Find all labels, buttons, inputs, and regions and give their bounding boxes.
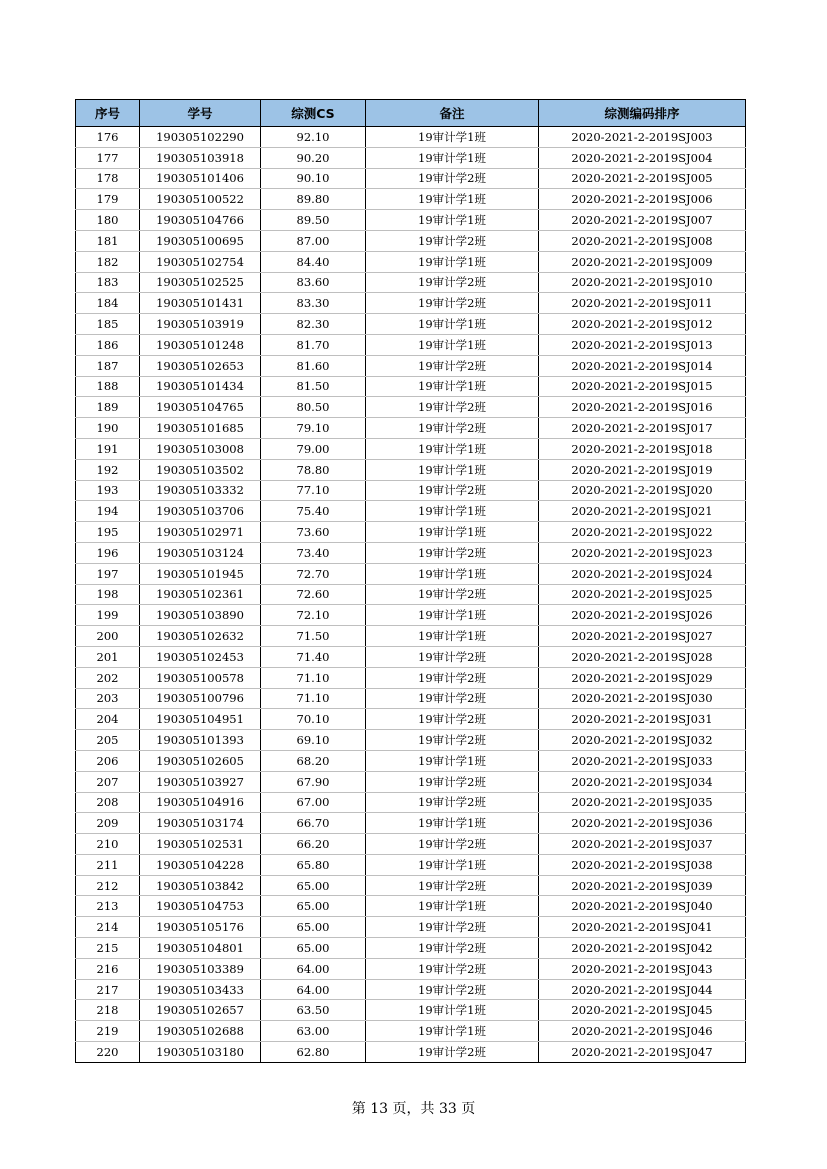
cell-ranking-code: 2020-2021-2-2019SJ009 <box>539 251 746 272</box>
cell-index: 202 <box>76 667 140 688</box>
cell-ranking-code: 2020-2021-2-2019SJ032 <box>539 730 746 751</box>
table-row <box>76 979 746 1000</box>
cell-ranking-code: 2020-2021-2-2019SJ016 <box>539 397 746 418</box>
cell-index: 198 <box>76 584 140 605</box>
cell-student-id: 190305101406 <box>140 168 261 189</box>
cell-remark: 19审计学1班 <box>366 147 539 168</box>
cell-remark: 19审计学2班 <box>366 293 539 314</box>
cell-index: 178 <box>76 168 140 189</box>
cell-remark: 19审计学2班 <box>366 834 539 855</box>
table-row <box>76 522 746 543</box>
cell-index: 180 <box>76 210 140 231</box>
cell-student-id: 190305104916 <box>140 792 261 813</box>
cell-ranking-code: 2020-2021-2-2019SJ017 <box>539 418 746 439</box>
header-index: 序号 <box>76 100 140 127</box>
cell-ranking-code: 2020-2021-2-2019SJ012 <box>539 314 746 335</box>
table-row <box>76 750 746 771</box>
table-row <box>76 626 746 647</box>
cell-index: 201 <box>76 646 140 667</box>
cell-ranking-code: 2020-2021-2-2019SJ028 <box>539 646 746 667</box>
cell-score: 89.50 <box>261 210 366 231</box>
cell-student-id: 190305102531 <box>140 834 261 855</box>
table-row <box>76 501 746 522</box>
cell-ranking-code: 2020-2021-2-2019SJ020 <box>539 480 746 501</box>
cell-index: 209 <box>76 813 140 834</box>
table-row <box>76 334 746 355</box>
table-row <box>76 314 746 335</box>
cell-remark: 19审计学2班 <box>366 917 539 938</box>
cell-remark: 19审计学1班 <box>366 334 539 355</box>
cell-student-id: 190305103332 <box>140 480 261 501</box>
cell-score: 81.60 <box>261 355 366 376</box>
cell-ranking-code: 2020-2021-2-2019SJ038 <box>539 854 746 875</box>
cell-index: 207 <box>76 771 140 792</box>
cell-student-id: 190305102653 <box>140 355 261 376</box>
cell-score: 79.10 <box>261 418 366 439</box>
cell-index: 187 <box>76 355 140 376</box>
cell-score: 79.00 <box>261 438 366 459</box>
cell-remark: 19审计学2班 <box>366 875 539 896</box>
cell-student-id: 190305103180 <box>140 1042 261 1063</box>
cell-remark: 19审计学1班 <box>366 813 539 834</box>
table-row <box>76 127 746 148</box>
table-row <box>76 834 746 855</box>
cell-remark: 19审计学2班 <box>366 397 539 418</box>
cell-ranking-code: 2020-2021-2-2019SJ045 <box>539 1000 746 1021</box>
cell-ranking-code: 2020-2021-2-2019SJ015 <box>539 376 746 397</box>
table-row <box>76 646 746 667</box>
cell-index: 211 <box>76 854 140 875</box>
cell-remark: 19审计学1班 <box>366 854 539 875</box>
cell-remark: 19审计学1班 <box>366 376 539 397</box>
cell-remark: 19审计学1班 <box>366 210 539 231</box>
cell-score: 84.40 <box>261 251 366 272</box>
cell-remark: 19审计学2班 <box>366 542 539 563</box>
cell-index: 216 <box>76 958 140 979</box>
cell-score: 71.10 <box>261 667 366 688</box>
table-row <box>76 958 746 979</box>
cell-ranking-code: 2020-2021-2-2019SJ035 <box>539 792 746 813</box>
cell-student-id: 190305103918 <box>140 147 261 168</box>
cell-ranking-code: 2020-2021-2-2019SJ007 <box>539 210 746 231</box>
cell-remark: 19审计学2班 <box>366 938 539 959</box>
cell-score: 63.00 <box>261 1021 366 1042</box>
cell-remark: 19审计学1班 <box>366 1000 539 1021</box>
cell-student-id: 190305102688 <box>140 1021 261 1042</box>
cell-score: 64.00 <box>261 958 366 979</box>
cell-index: 182 <box>76 251 140 272</box>
header-score: 综测CS <box>261 100 366 127</box>
table-row <box>76 1000 746 1021</box>
table-row <box>76 355 746 376</box>
cell-student-id: 190305104766 <box>140 210 261 231</box>
cell-index: 218 <box>76 1000 140 1021</box>
cell-index: 181 <box>76 230 140 251</box>
cell-remark: 19审计学2班 <box>366 418 539 439</box>
cell-index: 205 <box>76 730 140 751</box>
cell-student-id: 190305103433 <box>140 979 261 1000</box>
cell-index: 184 <box>76 293 140 314</box>
table-row <box>76 667 746 688</box>
cell-index: 192 <box>76 459 140 480</box>
page-footer: 第 13 页，共 33 页 <box>351 1101 476 1117</box>
table-row <box>76 1021 746 1042</box>
cell-remark: 19审计学2班 <box>366 730 539 751</box>
table-row <box>76 605 746 626</box>
table-row <box>76 813 746 834</box>
table-row <box>76 792 746 813</box>
cell-index: 220 <box>76 1042 140 1063</box>
table-row <box>76 771 746 792</box>
cell-remark: 19审计学2班 <box>366 480 539 501</box>
cell-ranking-code: 2020-2021-2-2019SJ021 <box>539 501 746 522</box>
cell-score: 72.60 <box>261 584 366 605</box>
cell-student-id: 190305100578 <box>140 667 261 688</box>
cell-student-id: 190305105176 <box>140 917 261 938</box>
cell-remark: 19审计学2班 <box>366 667 539 688</box>
cell-ranking-code: 2020-2021-2-2019SJ044 <box>539 979 746 1000</box>
cell-index: 191 <box>76 438 140 459</box>
cell-ranking-code: 2020-2021-2-2019SJ022 <box>539 522 746 543</box>
table-row <box>76 293 746 314</box>
cell-remark: 19审计学2班 <box>366 771 539 792</box>
cell-student-id: 190305103927 <box>140 771 261 792</box>
cell-ranking-code: 2020-2021-2-2019SJ031 <box>539 709 746 730</box>
cell-score: 66.70 <box>261 813 366 834</box>
table-row <box>76 418 746 439</box>
table-row <box>76 730 746 751</box>
cell-remark: 19审计学1班 <box>366 1021 539 1042</box>
cell-student-id: 190305103706 <box>140 501 261 522</box>
score-table <box>75 99 746 1063</box>
cell-score: 67.90 <box>261 771 366 792</box>
cell-score: 90.10 <box>261 168 366 189</box>
cell-index: 197 <box>76 563 140 584</box>
table-row <box>76 480 746 501</box>
table-row <box>76 1042 746 1063</box>
cell-remark: 19审计学1班 <box>366 251 539 272</box>
cell-student-id: 190305102525 <box>140 272 261 293</box>
cell-student-id: 190305103919 <box>140 314 261 335</box>
cell-ranking-code: 2020-2021-2-2019SJ033 <box>539 750 746 771</box>
cell-remark: 19审计学2班 <box>366 646 539 667</box>
cell-index: 213 <box>76 896 140 917</box>
cell-remark: 19审计学2班 <box>366 958 539 979</box>
cell-score: 72.10 <box>261 605 366 626</box>
cell-remark: 19审计学1班 <box>366 522 539 543</box>
cell-remark: 19审计学2班 <box>366 709 539 730</box>
cell-index: 195 <box>76 522 140 543</box>
cell-ranking-code: 2020-2021-2-2019SJ041 <box>539 917 746 938</box>
cell-remark: 19审计学1班 <box>366 896 539 917</box>
cell-student-id: 190305103174 <box>140 813 261 834</box>
cell-ranking-code: 2020-2021-2-2019SJ005 <box>539 168 746 189</box>
cell-remark: 19审计学1班 <box>366 626 539 647</box>
table-row <box>76 459 746 480</box>
table-row <box>76 896 746 917</box>
cell-score: 67.00 <box>261 792 366 813</box>
table-row <box>76 563 746 584</box>
cell-index: 194 <box>76 501 140 522</box>
cell-remark: 19审计学1班 <box>366 314 539 335</box>
cell-ranking-code: 2020-2021-2-2019SJ030 <box>539 688 746 709</box>
cell-index: 219 <box>76 1021 140 1042</box>
cell-remark: 19审计学2班 <box>366 230 539 251</box>
cell-ranking-code: 2020-2021-2-2019SJ046 <box>539 1021 746 1042</box>
cell-index: 189 <box>76 397 140 418</box>
cell-index: 193 <box>76 480 140 501</box>
cell-remark: 19审计学1班 <box>366 750 539 771</box>
cell-score: 63.50 <box>261 1000 366 1021</box>
cell-remark: 19审计学2班 <box>366 1042 539 1063</box>
cell-ranking-code: 2020-2021-2-2019SJ029 <box>539 667 746 688</box>
cell-student-id: 190305103008 <box>140 438 261 459</box>
cell-student-id: 190305104753 <box>140 896 261 917</box>
cell-score: 75.40 <box>261 501 366 522</box>
cell-ranking-code: 2020-2021-2-2019SJ037 <box>539 834 746 855</box>
cell-ranking-code: 2020-2021-2-2019SJ027 <box>539 626 746 647</box>
cell-remark: 19审计学1班 <box>366 459 539 480</box>
cell-score: 82.30 <box>261 314 366 335</box>
cell-score: 65.00 <box>261 938 366 959</box>
cell-score: 68.20 <box>261 750 366 771</box>
cell-remark: 19审计学2班 <box>366 168 539 189</box>
header-remark: 备注 <box>366 100 539 127</box>
cell-ranking-code: 2020-2021-2-2019SJ013 <box>539 334 746 355</box>
cell-ranking-code: 2020-2021-2-2019SJ004 <box>539 147 746 168</box>
cell-ranking-code: 2020-2021-2-2019SJ006 <box>539 189 746 210</box>
cell-student-id: 190305100522 <box>140 189 261 210</box>
cell-index: 208 <box>76 792 140 813</box>
cell-score: 87.00 <box>261 230 366 251</box>
cell-index: 204 <box>76 709 140 730</box>
table-row <box>76 542 746 563</box>
table-row <box>76 189 746 210</box>
cell-score: 70.10 <box>261 709 366 730</box>
cell-ranking-code: 2020-2021-2-2019SJ026 <box>539 605 746 626</box>
cell-index: 210 <box>76 834 140 855</box>
table-row <box>76 147 746 168</box>
table-row <box>76 251 746 272</box>
cell-index: 176 <box>76 127 140 148</box>
cell-student-id: 190305103389 <box>140 958 261 979</box>
header-ranking-code: 综测编码排序 <box>539 100 746 127</box>
table-row <box>76 210 746 231</box>
cell-index: 188 <box>76 376 140 397</box>
cell-index: 215 <box>76 938 140 959</box>
cell-student-id: 190305101434 <box>140 376 261 397</box>
table-row <box>76 854 746 875</box>
cell-score: 64.00 <box>261 979 366 1000</box>
cell-score: 81.50 <box>261 376 366 397</box>
cell-score: 71.10 <box>261 688 366 709</box>
cell-remark: 19审计学1班 <box>366 501 539 522</box>
cell-ranking-code: 2020-2021-2-2019SJ047 <box>539 1042 746 1063</box>
cell-ranking-code: 2020-2021-2-2019SJ025 <box>539 584 746 605</box>
cell-ranking-code: 2020-2021-2-2019SJ011 <box>539 293 746 314</box>
cell-score: 89.80 <box>261 189 366 210</box>
cell-index: 203 <box>76 688 140 709</box>
cell-student-id: 190305102754 <box>140 251 261 272</box>
cell-score: 78.80 <box>261 459 366 480</box>
table-row <box>76 709 746 730</box>
cell-ranking-code: 2020-2021-2-2019SJ043 <box>539 958 746 979</box>
cell-remark: 19审计学1班 <box>366 605 539 626</box>
cell-index: 186 <box>76 334 140 355</box>
cell-score: 80.50 <box>261 397 366 418</box>
cell-ranking-code: 2020-2021-2-2019SJ024 <box>539 563 746 584</box>
table-row <box>76 938 746 959</box>
cell-ranking-code: 2020-2021-2-2019SJ036 <box>539 813 746 834</box>
cell-remark: 19审计学1班 <box>366 438 539 459</box>
cell-remark: 19审计学2班 <box>366 584 539 605</box>
cell-score: 90.20 <box>261 147 366 168</box>
cell-score: 72.70 <box>261 563 366 584</box>
cell-student-id: 190305103124 <box>140 542 261 563</box>
cell-index: 190 <box>76 418 140 439</box>
cell-student-id: 190305103842 <box>140 875 261 896</box>
cell-index: 185 <box>76 314 140 335</box>
table-row <box>76 584 746 605</box>
cell-ranking-code: 2020-2021-2-2019SJ034 <box>539 771 746 792</box>
table-row <box>76 230 746 251</box>
cell-remark: 19审计学1班 <box>366 189 539 210</box>
cell-ranking-code: 2020-2021-2-2019SJ018 <box>539 438 746 459</box>
cell-ranking-code: 2020-2021-2-2019SJ042 <box>539 938 746 959</box>
cell-student-id: 190305101685 <box>140 418 261 439</box>
cell-ranking-code: 2020-2021-2-2019SJ040 <box>539 896 746 917</box>
cell-score: 83.30 <box>261 293 366 314</box>
cell-remark: 19审计学1班 <box>366 563 539 584</box>
table-row <box>76 688 746 709</box>
table-row <box>76 397 746 418</box>
cell-student-id: 190305102605 <box>140 750 261 771</box>
cell-score: 92.10 <box>261 127 366 148</box>
cell-student-id: 190305103890 <box>140 605 261 626</box>
table-row <box>76 272 746 293</box>
cell-student-id: 190305101945 <box>140 563 261 584</box>
cell-ranking-code: 2020-2021-2-2019SJ023 <box>539 542 746 563</box>
table-row <box>76 376 746 397</box>
cell-ranking-code: 2020-2021-2-2019SJ014 <box>539 355 746 376</box>
cell-student-id: 190305100695 <box>140 230 261 251</box>
cell-index: 199 <box>76 605 140 626</box>
cell-ranking-code: 2020-2021-2-2019SJ003 <box>539 127 746 148</box>
cell-ranking-code: 2020-2021-2-2019SJ008 <box>539 230 746 251</box>
cell-student-id: 190305102657 <box>140 1000 261 1021</box>
cell-ranking-code: 2020-2021-2-2019SJ039 <box>539 875 746 896</box>
cell-score: 73.60 <box>261 522 366 543</box>
cell-index: 214 <box>76 917 140 938</box>
cell-student-id: 190305104765 <box>140 397 261 418</box>
header-row <box>76 100 746 127</box>
cell-score: 71.50 <box>261 626 366 647</box>
cell-score: 81.70 <box>261 334 366 355</box>
cell-student-id: 190305102290 <box>140 127 261 148</box>
cell-index: 217 <box>76 979 140 1000</box>
cell-remark: 19审计学1班 <box>366 127 539 148</box>
cell-remark: 19审计学2班 <box>366 355 539 376</box>
cell-ranking-code: 2020-2021-2-2019SJ010 <box>539 272 746 293</box>
cell-student-id: 190305104801 <box>140 938 261 959</box>
cell-student-id: 190305101431 <box>140 293 261 314</box>
table-row <box>76 875 746 896</box>
cell-student-id: 190305102632 <box>140 626 261 647</box>
cell-index: 206 <box>76 750 140 771</box>
cell-student-id: 190305104228 <box>140 854 261 875</box>
cell-index: 212 <box>76 875 140 896</box>
cell-score: 83.60 <box>261 272 366 293</box>
cell-index: 179 <box>76 189 140 210</box>
cell-score: 69.10 <box>261 730 366 751</box>
cell-remark: 19审计学2班 <box>366 688 539 709</box>
cell-student-id: 190305103502 <box>140 459 261 480</box>
header-student-id: 学号 <box>140 100 261 127</box>
cell-index: 183 <box>76 272 140 293</box>
score-table-container <box>75 99 745 1063</box>
cell-score: 77.10 <box>261 480 366 501</box>
cell-score: 65.00 <box>261 896 366 917</box>
table-row <box>76 917 746 938</box>
cell-index: 200 <box>76 626 140 647</box>
cell-score: 73.40 <box>261 542 366 563</box>
cell-student-id: 190305102361 <box>140 584 261 605</box>
table-row <box>76 168 746 189</box>
cell-remark: 19审计学2班 <box>366 272 539 293</box>
cell-remark: 19审计学2班 <box>366 979 539 1000</box>
cell-remark: 19审计学2班 <box>366 792 539 813</box>
table-row <box>76 438 746 459</box>
table-body <box>76 127 746 1063</box>
cell-score: 62.80 <box>261 1042 366 1063</box>
cell-ranking-code: 2020-2021-2-2019SJ019 <box>539 459 746 480</box>
cell-student-id: 190305101393 <box>140 730 261 751</box>
cell-student-id: 190305102971 <box>140 522 261 543</box>
cell-student-id: 190305100796 <box>140 688 261 709</box>
cell-student-id: 190305101248 <box>140 334 261 355</box>
cell-score: 65.00 <box>261 875 366 896</box>
cell-score: 66.20 <box>261 834 366 855</box>
cell-score: 65.00 <box>261 917 366 938</box>
cell-score: 71.40 <box>261 646 366 667</box>
cell-score: 65.80 <box>261 854 366 875</box>
cell-student-id: 190305104951 <box>140 709 261 730</box>
cell-index: 177 <box>76 147 140 168</box>
cell-student-id: 190305102453 <box>140 646 261 667</box>
cell-index: 196 <box>76 542 140 563</box>
